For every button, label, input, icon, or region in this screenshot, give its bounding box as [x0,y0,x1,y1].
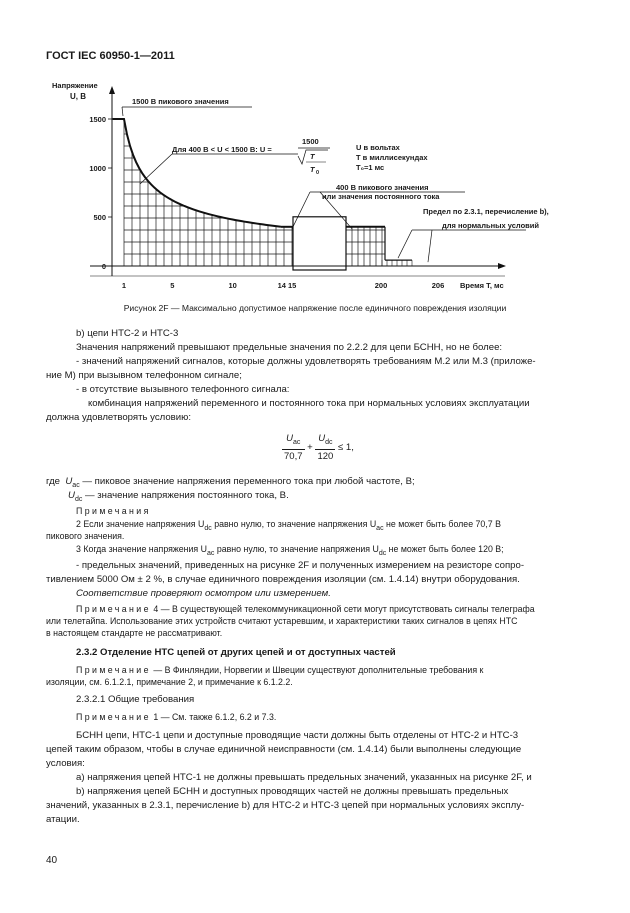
x-tick-label: 10 [228,281,237,290]
paragraph-line: условия: [46,758,85,769]
chart-axes [52,81,506,290]
paragraph-line: тивлением 5000 Ом ± 2 %, в случае единичного повреждения изоляции (см. 1.4.14) внутри оборудования. [46,574,520,585]
note-4: Примечание 4 — В существующей телекоммуникационной сети могут присутствовать сигналы телеграфа [76,604,535,614]
section-2-3-2-1-heading: 2.3.2.1 Общие требования [76,694,195,705]
formula-denominator-t0: T [310,165,315,174]
paragraph-line: - значений напряжений сигналов, которые должны удовлетворять требованиям М.2 или М.3 (приложе- [76,356,536,367]
where-line-dc: $U_{dc}$ — значение напряжения постоянного тока, В. [68,490,289,503]
formula-numerator: 1500 [302,137,319,146]
y-axis-arrow [109,86,115,94]
formula-label: Для 400 В < U < 1500 В: U = [172,145,272,154]
formula-denominator-sub: 0 [316,170,320,176]
section-2-3-2-heading: 2.3.2 Отделение НТС цепей от других цепей и от доступных частей [76,647,396,658]
legend-t0: T₀=1 мс [356,163,385,172]
peak-label: 1500 В пикового значения [132,97,229,106]
paragraph-line: цепей таким образом, чтобы в случае единичной неисправности (см. 1.4.14) были выполнены следующие [46,744,522,755]
x-tick-label: 14 15 [277,281,297,290]
note-4-cont: в настоящем стандарте не рассматривают. [46,628,223,638]
x-tick-label: 1 [121,281,127,290]
limit-label-2: для нормальных условий [442,221,539,230]
leader-line [140,154,172,184]
leader-line [398,230,412,258]
x-tick-label: 200 [374,281,388,290]
note-3: 3 Когда значение напряжения $U_{ac}$ равно нулю, то значение напряжения $U_{dc}$ не может быть более 120 В; [76,544,504,557]
leader-line [428,230,432,262]
note-5: Примечание — В Финляндии, Норвегии и Швеции существуют дополнительные требования к [76,665,484,675]
y-axis-label: Напряжение [52,81,98,90]
figure-caption: Рисунок 2F — Максимально допустимое напряжение после единичного повреждения изоляции [123,303,507,313]
paragraph-line: - в отсутствие вызывного телефонного сигнала: [76,384,290,395]
dc-label: 400 В пикового значения [336,183,429,192]
paragraph-line: b) напряжения цепей БСНН и доступных проводящих частей не должны превышать предельных [76,786,509,797]
y-tick-label: 500 [93,213,106,222]
note-2-cont: пикового значения. [46,531,125,541]
paragraph-line: Значения напряжений превышают предельные значения по 2.2.2 для цепи БСНН, но не более: [76,342,503,353]
paragraph-line: БСНН цепи, НТС-1 цепи и доступные проводящие части должны быть отделены от НТС-2 и НТС-3 [76,730,519,741]
page-number: 40 [46,855,58,866]
y-tick-label: 1500 [89,115,106,124]
fraction-ac: $\frac{U_{ac}}{70,7}$ [284,433,303,463]
legend-unit-t: T в миллисекундах [356,153,428,162]
y-axis-unit: U, В [70,92,86,101]
legend-unit-v: U в вольтах [356,143,400,152]
figure-2f-chart [40,74,549,296]
note-6: Примечание 1 — См. также 6.1.2, 6.2 и 7.3. [76,712,277,722]
standard-header: ГОСТ IEC 60950-1—2011 [46,50,175,62]
x-axis-arrow [498,263,506,269]
paragraph-line: а) напряжения цепей НТС-1 не должны превышать предельных значений, указанных на рисунке 2F, и [76,772,532,783]
fraction-dc: $\frac{U_{dc}}{120}$ [317,433,334,463]
paragraph-line: должна удовлетворять условию: [46,412,191,423]
paragraph-line: ние М) при вызывном телефонном сигнале; [46,370,242,381]
dc-label-2: или значения постоянного тока [322,192,440,201]
paragraph-line: атации. [46,814,80,825]
item-b-title: b) цепи НТС-2 и НТС-3 [76,328,179,339]
limit-label: Предел по 2.3.1, перечисление b), [423,207,549,216]
y-tick-label: 0 [101,262,106,271]
leader-line [122,107,123,116]
axis-break-box [293,217,346,270]
x-tick-label: 206 [431,281,445,290]
paragraph-line: комбинация напряжений переменного и постоянного тока при нормальных условиях эксплуатации [88,398,530,409]
notes-title: Примечания [76,506,151,516]
series-curve [113,119,281,227]
paragraph-line: значений, указанных в 2.3.1, перечисление b) для НТС-2 и НТС-3 цепей при нормальных условиях эксплу- [46,800,525,811]
formula-denominator: T [310,152,315,161]
where-line-ac: где $U_{ac}$ — пиковое значение напряжения переменного тока при любой частоте, В; [46,476,415,489]
note-4-cont: или телетайпа. Использование этих устройств считают устаревшим, и характеристики таких сигналов в цепях НТС [46,616,518,626]
x-tick-label: 5 [170,281,175,290]
inequality: $\frac{U_{ac}}{70,7}$ + $\frac{U_{dc}}{120}$ ≤ 1, [284,433,354,463]
note-2: 2 Если значение напряжения $U_{dc}$ равно нулю, то значение напряжения $U_{ac}$ не может быть более 70,7 В [76,519,501,532]
x-axis-label: Время T, мс [460,281,504,290]
paragraph-line: - предельных значений, приведенных на рисунке 2F и полученных измерением на резисторе сопро- [76,560,525,571]
y-tick-label: 1000 [89,164,106,173]
note-5-cont: изоляции, см. 6.1.2.1, примечание 2, и примечание к 6.1.2.2. [46,677,293,687]
compliance-statement: Соответствие проверяют осмотром или измерением. [76,588,331,599]
